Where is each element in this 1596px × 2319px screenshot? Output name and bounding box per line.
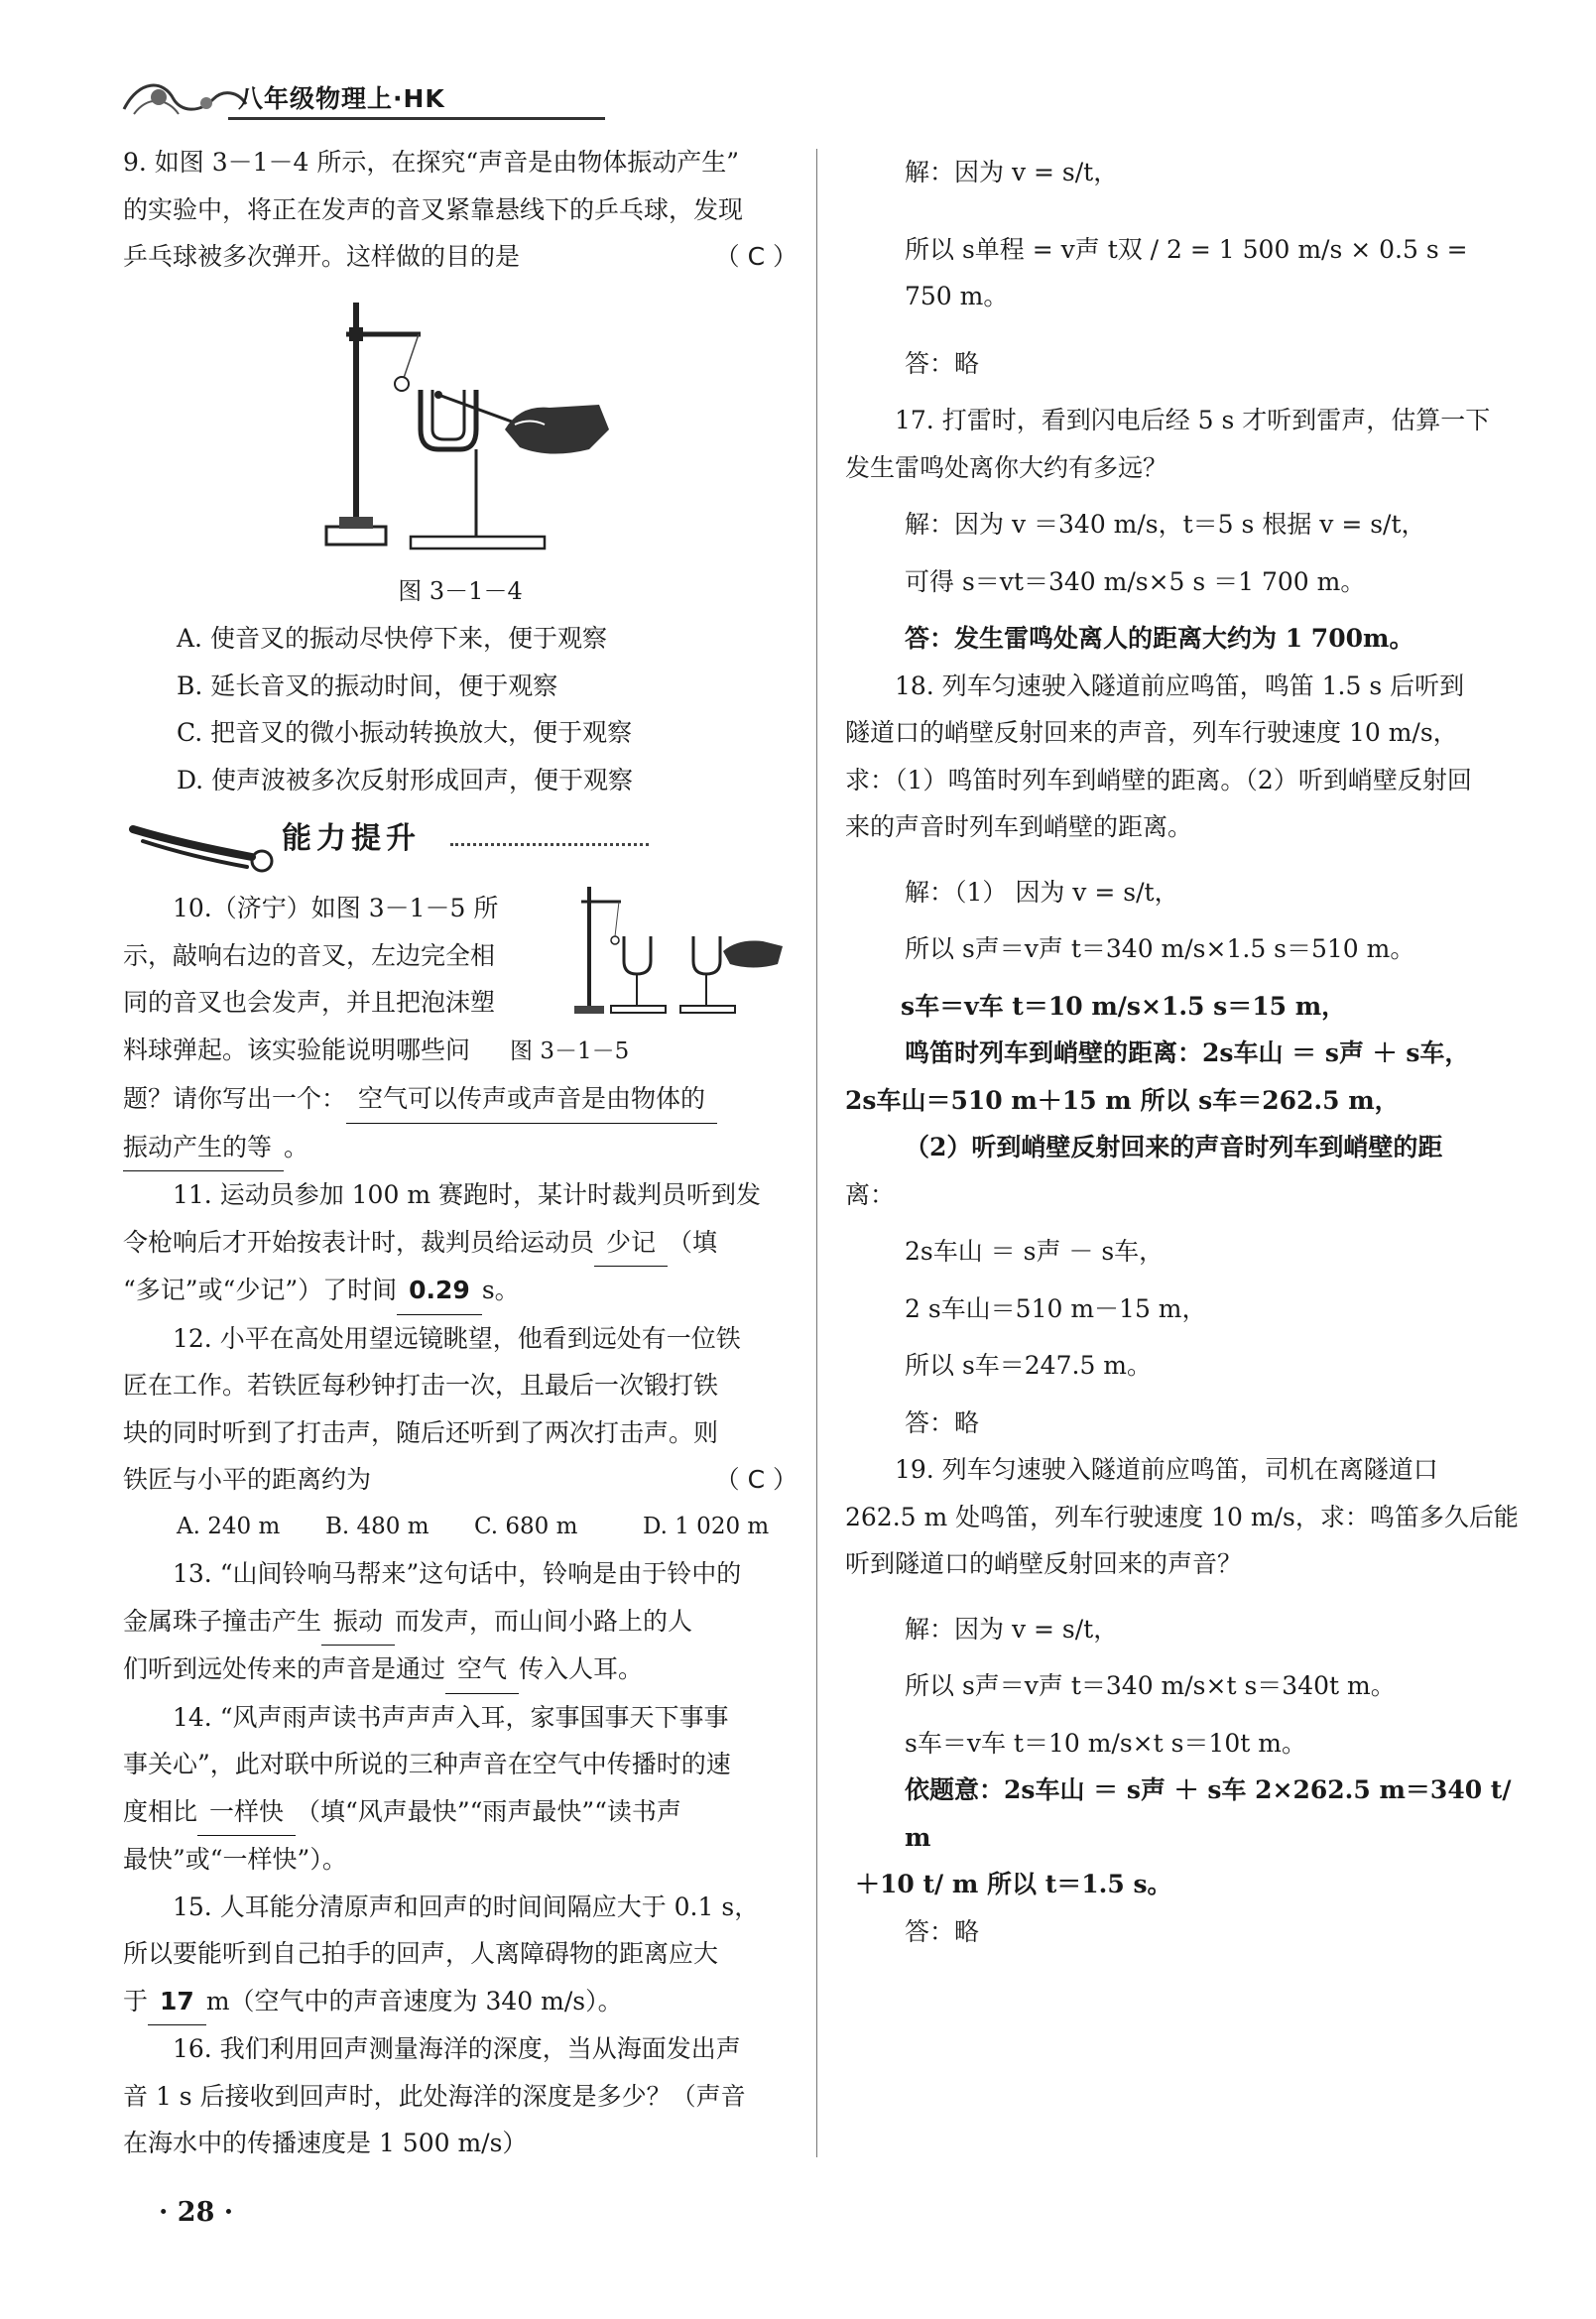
q10-line [123,1124,798,1172]
q14-line [123,1788,798,1837]
q10-line-text: 料球弹起。该实验能说明哪些问 [123,1035,471,1064]
q10-line-text: 题？请你写出一个： [123,1084,347,1113]
figure-caption: 图 3－1－4 [398,576,523,605]
q12-line: 块的同时听到了打击声，随后还听到了两次打击声。则 [123,1417,719,1447]
two-tuning-forks-figure [559,877,788,1026]
q12-line [123,1456,798,1504]
q14-answer: 一样快 [197,1788,296,1837]
q19-line: 19. 列车匀速驶入隧道前应鸣笛，司机在离隧道口 [895,1455,1438,1484]
question-9 [123,139,798,803]
solution-line: 2 s车山＝510 m－15 m， [905,1293,1207,1323]
q12-text: 铁匠与小平的距离约为 [123,1465,372,1494]
q11-text: （填 [668,1227,718,1257]
q19-line: 262.5 m 处鸣笛，列车行驶速度 10 m/s，求：鸣笛多久后能 [845,1502,1519,1531]
q14-line: 最快”或“一样快”）。 [123,1845,347,1874]
q18-line: 来的声音时列车到峭壁的距离。 [845,812,1193,841]
q17-line: 发生雷鸣处离你大约有多远？ [845,452,1168,482]
q10-answer: 空气可以传声或声音是由物体的 [346,1075,717,1124]
question-19 [845,1446,1520,1955]
option-a: A. 使音叉的振动尽快停下来，便于观察 [177,624,607,653]
section-title: 能力提升 [282,821,421,856]
solution-line: s车＝v车 t＝10 m/s×t s＝10t m。 [905,1728,1306,1758]
q10-line [123,1075,798,1124]
solution-line: 解：（1） 因为 v = s/t， [905,877,1179,907]
solution-line: 解：因为 v = s/t， [905,158,1119,186]
solution-line: 答：略 [905,1407,980,1437]
q13-answer-1: 振动 [321,1598,395,1647]
header-rule [228,117,605,120]
question-14 [123,1694,798,1884]
solution-line: 所以 s单程 = v声 t双 / 2 = 1 500 m/s × 0.5 s = 750 m。 [905,234,1468,310]
q11-text: 令枪响后才开始按表计时，裁判员给运动员 [123,1227,595,1257]
q15-answer: 17 [148,1978,206,2026]
decorative-flourish-icon [119,69,248,129]
q13-text: 而发声，而山间小路上的人 [395,1606,693,1636]
q15-line [123,1978,798,2026]
solution-line: 2s车山 ＝ s声 － s车， [905,1237,1165,1266]
q13-line: 13. “山间铃响马帮来”这句话中，铃响是由于铃中的 [173,1559,742,1588]
q13-text: 金属珠子撞击产生 [123,1606,322,1636]
q11-answer-2: 0.29 [397,1267,482,1315]
figure-caption: 图 3－1－5 [510,1037,630,1064]
q18-line: 求：（1）鸣笛时列车到峭壁的距离。（2）听到峭壁反射回 [845,765,1472,794]
q10-line: 同的音叉也会发声，并且把泡沫塑 [123,988,496,1017]
q19-line: 听到隧道口的峭壁反射回来的声音？ [845,1549,1243,1578]
q15-line: 所以要能听到自己拍手的回声，人离障碍物的距离应大 [123,1939,719,1968]
q17-line: 17. 打雷时，看到闪电后经 5 s 才听到雷声，估算一下 [895,406,1491,434]
tuning-fork-stand-figure [123,281,798,568]
q10-line [123,1027,798,1076]
q15-text: 于 [123,1986,149,2015]
q9-stem-line: 的实验中，将正在发声的音叉紧靠悬线下的乒乓球，发现 [123,194,744,224]
solution-line: （2）听到峭壁反射回来的声音时列车到峭壁的距 [905,1133,1443,1161]
q13-text: 们听到远处传来的声音是通过 [123,1654,446,1683]
solution-line: s车＝v车 t＝10 m/s×1.5 s＝15 m， [901,991,1347,1021]
solution-line: ＋10 t/ m 所以 t＝1.5 s。 [855,1870,1172,1898]
solution-line: 依题意：2s车山 ＝ s声 ＋ s车 2×262.5 m＝340 t/ m [905,1775,1512,1852]
solution-line: 离： [845,1179,896,1209]
section-swoosh-icon [123,809,282,879]
q16-line: 在海水中的传播速度是 1 500 m/s） [123,2129,528,2157]
question-17 [845,397,1520,663]
solution-line: 所以 s声＝v声 t＝340 m/s×t s＝340t m。 [905,1671,1396,1700]
q9-stem-line [123,233,798,281]
solution-line: 答：发生雷鸣处离人的距离大约为 1 700m。 [905,624,1414,653]
option-b: B. 延长音叉的振动时间，便于观察 [177,671,558,700]
question-18 [845,663,1520,1447]
q11-line [123,1219,798,1268]
solution-line: 答：略 [905,1916,980,1946]
q12-line: 12. 小平在高处用望远镜眺望，他看到远处有一位铁 [173,1323,741,1353]
q13-line [123,1646,798,1694]
option-d: D. 1 020 m [643,1513,770,1539]
q13-answer-2: 空气 [445,1646,519,1694]
solution-line: 可得 s＝vt＝340 m/s×5 s ＝1 700 m。 [905,566,1366,596]
question-15 [123,1884,798,2026]
q16-line: 16. 我们利用回声测量海洋的深度，当从海面发出声 [173,2034,741,2063]
right-column [845,139,1520,1955]
solution-line: 答：略 [905,348,980,378]
page-number: · 28 · [159,2197,234,2228]
option-a: A. 240 m [177,1513,281,1539]
question-11 [123,1171,798,1315]
question-10 [123,885,798,1171]
q11-line: 11. 运动员参加 100 m 赛跑时，某计时裁判员听到发 [173,1180,761,1209]
q13-line [123,1598,798,1647]
q15-line: 15. 人耳能分清原声和回声的时间间隔应大于 0.1 s， [173,1892,760,1921]
q14-text: （填“风声最快”“雨声最快”“读书声 [296,1796,681,1826]
q9-stem-line: 9. 如图 3－1－4 所示，在探究“声音是由物体振动产生” [123,148,739,177]
q16-line: 音 1 s 后接收到回声时，此处海洋的深度是多少？（声音 [123,2081,746,2111]
q10-line: 示，敲响右边的音叉，左边完全相 [123,940,496,970]
q13-text: 传入人耳。 [519,1654,644,1683]
solution-line: 解：因为 v = s/t， [905,1614,1119,1644]
solution-line: 2s车山＝510 m＋15 m 所以 s车＝262.5 m， [845,1085,1400,1115]
q10-line: 10.（济宁）如图 3－1－5 所 [173,894,499,922]
page-header [119,69,605,129]
q14-line: 14. “风声雨声读书声声声入耳，家事国事天下事事 [173,1702,729,1732]
solution-line: 所以 s声＝v声 t＝340 m/s×1.5 s＝510 m。 [905,934,1415,963]
option-d: D. 使声波被多次反射形成回声，便于观察 [177,765,634,794]
question-12 [123,1315,798,1551]
option-c: C. 680 m [474,1513,578,1539]
q18-line: 18. 列车匀速驶入隧道前应鸣笛，鸣笛 1.5 s 后听到 [895,671,1465,700]
q16-solution [845,149,1520,387]
q11-answer-1: 少记 [594,1219,668,1268]
q10-end: 。 [284,1132,309,1161]
book-title: 八年级物理上·HK [238,84,445,113]
q12-line: 匠在工作。若铁匠每秒钟打击一次，且最后一次锻打铁 [123,1371,719,1400]
question-13 [123,1550,798,1694]
question-16 [123,2025,798,2167]
option-c: C. 把音叉的微小振动转换放大，便于观察 [177,718,633,747]
q9-answer: （ C ） [714,242,798,271]
option-b: B. 480 m [325,1513,430,1539]
solution-line: 所以 s车＝247.5 m。 [905,1351,1152,1380]
q11-line [123,1267,798,1315]
q18-line: 隧道口的峭壁反射回来的声音，列车行驶速度 10 m/s， [845,718,1458,747]
q11-text: s。 [481,1276,520,1304]
q14-line: 事关心”，此对联中所说的三种声音在空气中传播时的速 [123,1750,731,1778]
q15-text: m（空气中的声音速度为 340 m/s）。 [205,1986,623,2015]
q11-text: “多记”或“少记”）了时间 [123,1276,398,1304]
section-heading [123,809,798,879]
q10-answer-continued: 振动产生的等 [123,1124,284,1172]
section-dots [450,843,649,846]
q14-text: 度相比 [123,1796,198,1826]
q12-answer: （ C ） [714,1465,798,1494]
column-divider [816,149,817,2157]
solution-line: 解：因为 v ＝340 m/s，t＝5 s 根据 v = s/t， [905,510,1426,539]
q12-options [123,1504,798,1551]
q9-stem-text: 乒乓球被多次弹开。这样做的目的是 [123,242,521,271]
left-column [123,139,798,2167]
solution-line: 鸣笛时列车到峭壁的距离：2s车山 ＝ s声 ＋ s车， [905,1038,1470,1067]
